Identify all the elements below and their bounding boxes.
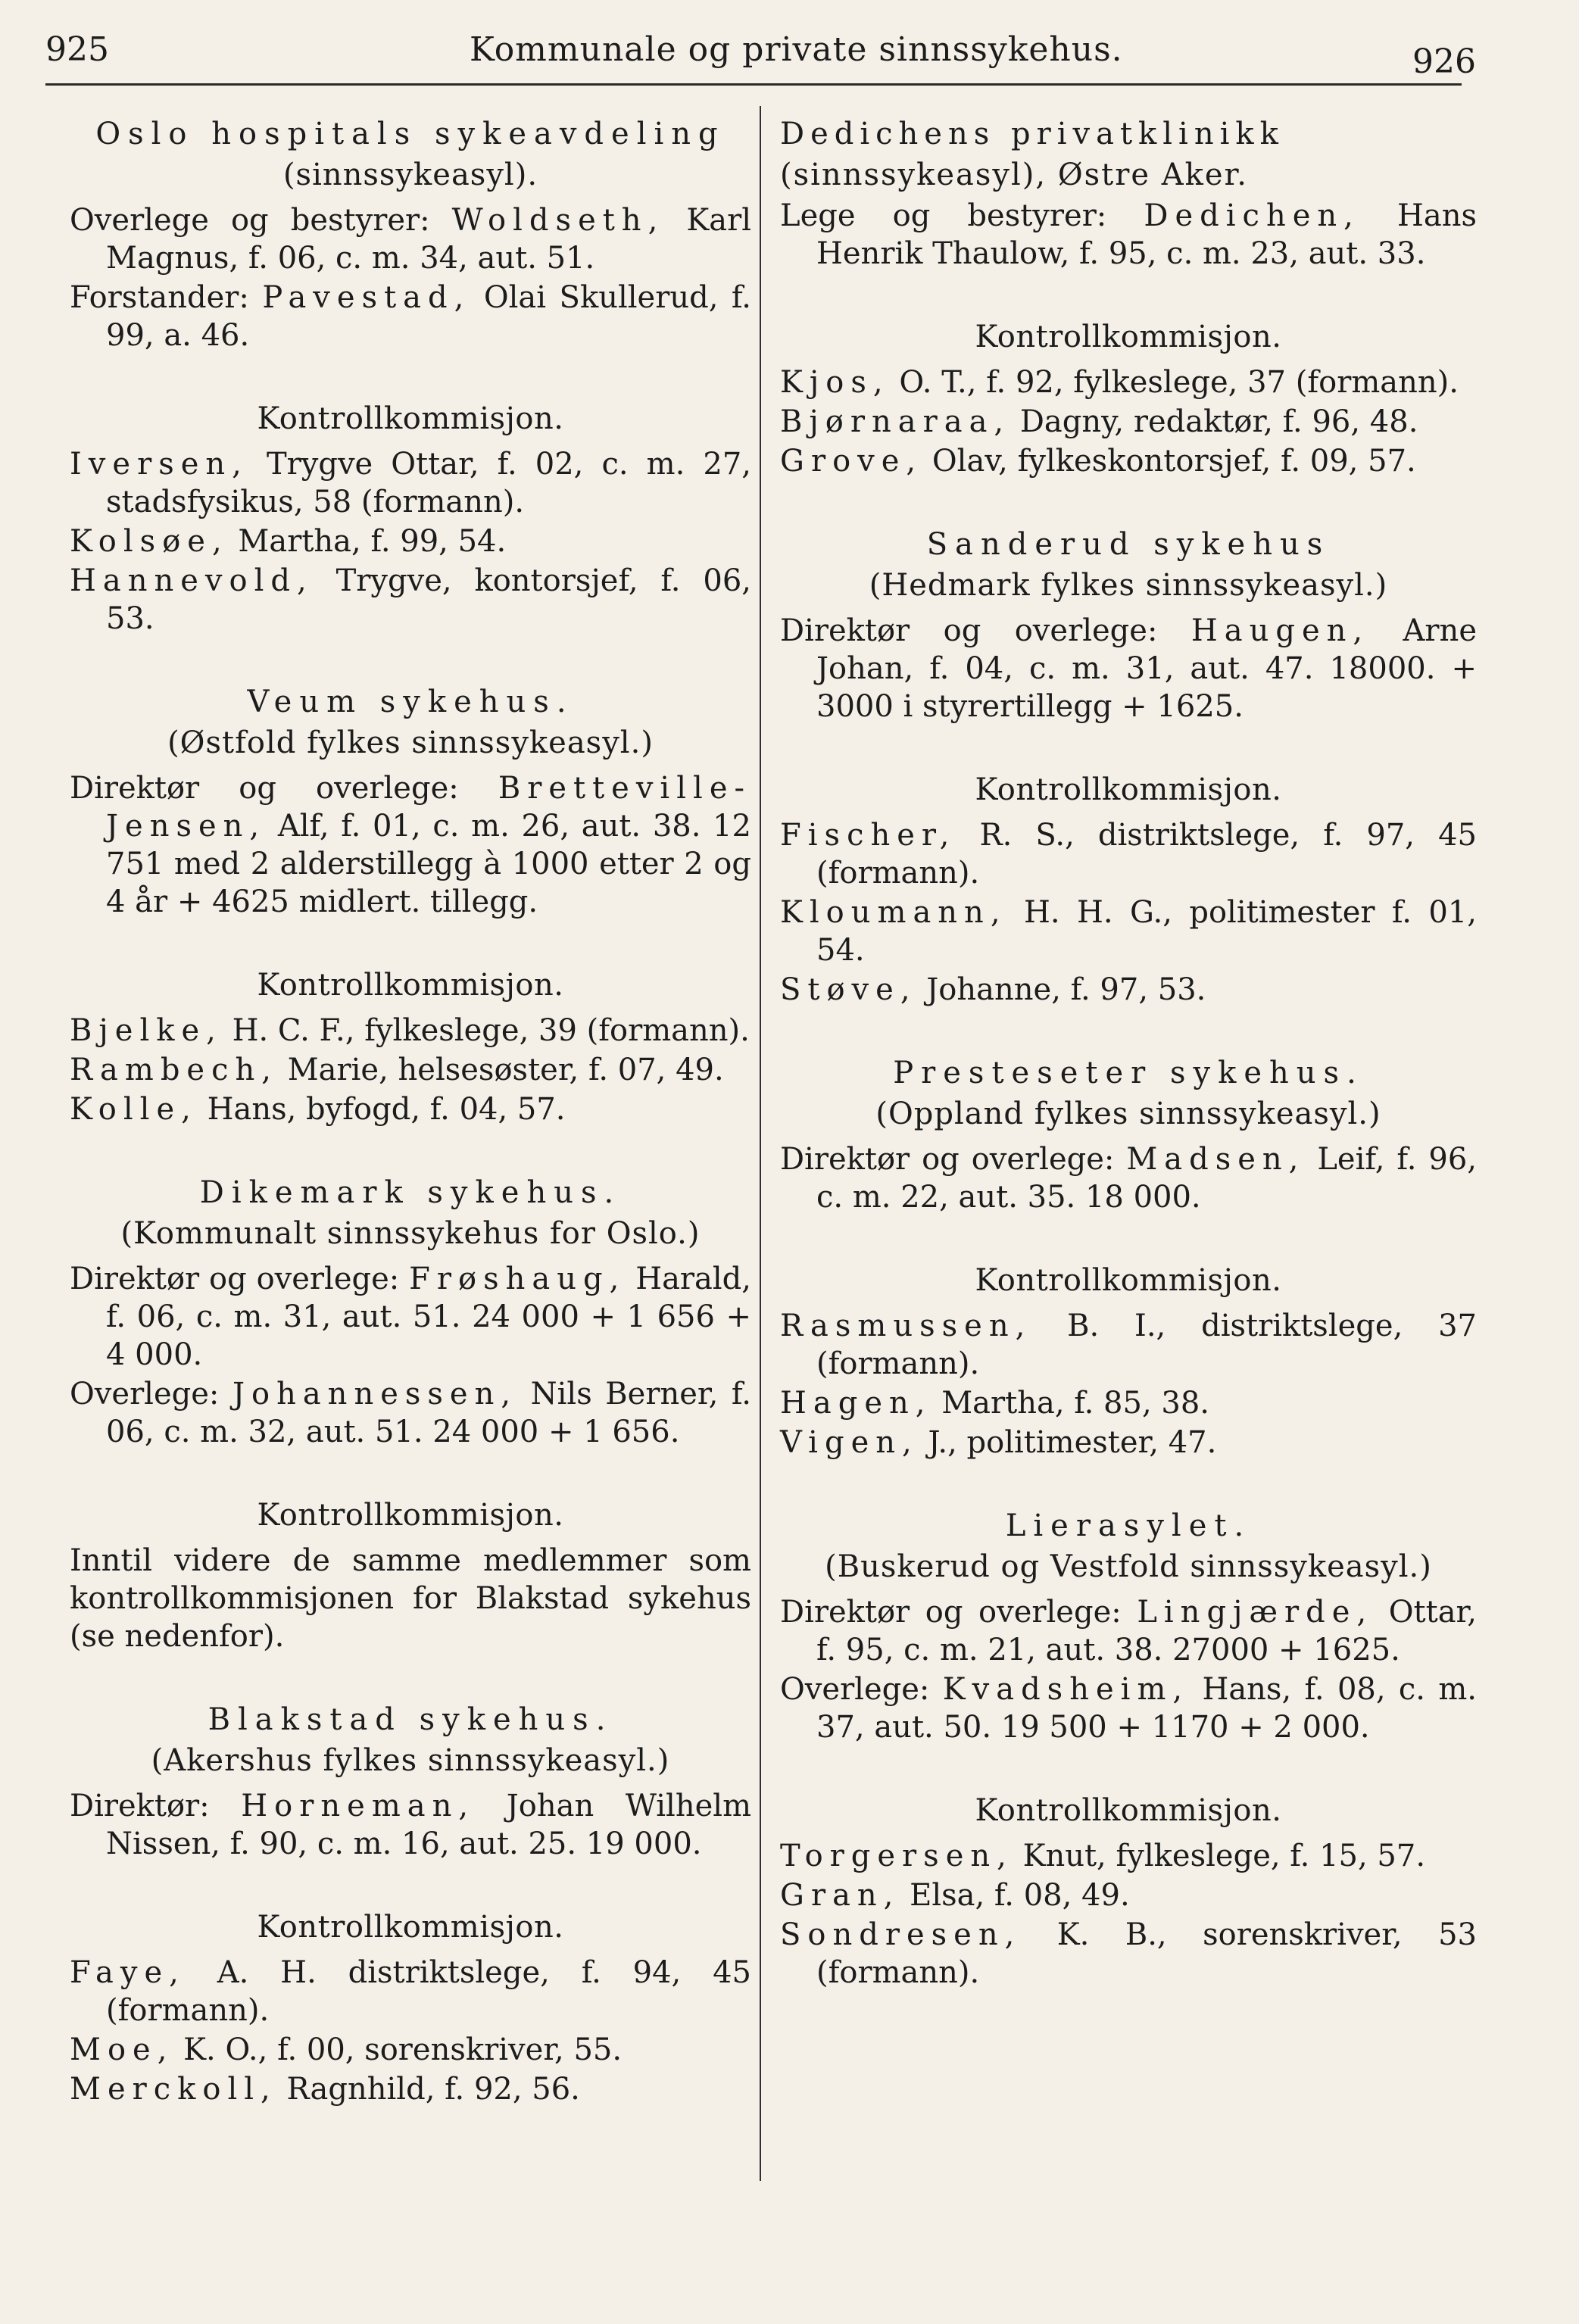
member-name: Grove, bbox=[780, 444, 923, 479]
person-details: Nils Berner, f. 06, c. m. 32, aut. 51. 24 000 + 1 656. bbox=[106, 1377, 751, 1449]
commission-member bbox=[70, 445, 751, 521]
member-details: O. T., f. 92, fylkeslege, 37 (formann). bbox=[899, 365, 1459, 400]
section-subtitle: (Oppland fylkes sinnssykeasyl.) bbox=[875, 1096, 1381, 1131]
section-oslo-hospital bbox=[70, 114, 751, 638]
member-details: H. C. F., fylkeslege, 39 (formann). bbox=[232, 1013, 750, 1048]
member-name: Kolsøe, bbox=[70, 524, 229, 559]
staff-entry bbox=[780, 612, 1477, 725]
member-name: Kjos, bbox=[780, 365, 890, 400]
role-label: Direktør og overlege: bbox=[780, 1595, 1122, 1630]
running-title: Kommunale og private sinnssykehus. bbox=[470, 30, 1123, 69]
role-label: Forstander: bbox=[70, 280, 249, 315]
member-name: Moe, bbox=[70, 2032, 174, 2067]
person-details: Harald, f. 06, c. m. 31, aut. 51. 24 000 + 1 656 + 4 000. bbox=[106, 1262, 751, 1372]
member-details: A. H. distriktslege, f. 94, 45 (formann). bbox=[106, 1955, 752, 2028]
page-number-left: 925 bbox=[45, 30, 109, 69]
member-details: R. S., distriktslege, f. 97, 45 (formann). bbox=[816, 818, 1477, 891]
member-name: Bjelke, bbox=[70, 1013, 223, 1048]
person-details: Ottar, f. 95, c. m. 21, aut. 38. 27000 + 1625. bbox=[816, 1595, 1477, 1667]
person-name: Woldseth, bbox=[451, 203, 665, 238]
section-subtitle: (Kommunalt sinnssykehus for Oslo.) bbox=[120, 1216, 701, 1251]
role-label: Direktør og overlege: bbox=[780, 613, 1158, 648]
commission-member bbox=[70, 1051, 751, 1089]
member-details: K. O., f. 00, sorenskriver, 55. bbox=[183, 2032, 623, 2067]
page-header bbox=[0, 0, 1579, 91]
member-name: Iversen, bbox=[70, 447, 248, 482]
person-details: Arne Johan, f. 04, c. m. 31, aut. 47. 18000. + 3000 i styrertillegg + 1625. bbox=[816, 613, 1477, 724]
person-name: Haugen, bbox=[1190, 613, 1370, 648]
member-details: Martha, f. 99, 54. bbox=[238, 524, 507, 559]
member-name: Kloumann, bbox=[780, 895, 1007, 930]
section-presteseter bbox=[780, 1053, 1477, 1461]
member-name: Kolle, bbox=[70, 1092, 198, 1127]
section-subtitle: (Østfold fylkes sinnssykeasyl.) bbox=[167, 725, 654, 760]
member-details: Marie, helsesøster, f. 07, 49. bbox=[287, 1053, 724, 1087]
section-title: Presteseter sykehus. bbox=[893, 1056, 1364, 1090]
member-name: Gran, bbox=[780, 1878, 900, 1913]
section-title: Lierasylet. bbox=[1005, 1508, 1252, 1543]
role-label: Overlege: bbox=[780, 1672, 930, 1707]
person-name: Johannessen, bbox=[232, 1377, 518, 1412]
section-subtitle: (Hedmark fylkes sinnssykeasyl.) bbox=[869, 568, 1388, 603]
commission-heading: Kontrollkommisjon. bbox=[257, 1910, 564, 1945]
member-details: Knut, fylkeslege, f. 15, 57. bbox=[1022, 1839, 1426, 1873]
member-details: K. B., sorenskriver, 53 (formann). bbox=[816, 1917, 1477, 1990]
page-number-right: 926 bbox=[1412, 42, 1476, 81]
person-name: Pavestad, bbox=[262, 280, 471, 315]
role-label: Lege og bestyrer: bbox=[780, 198, 1107, 233]
role-label: Overlege: bbox=[70, 1377, 220, 1412]
staff-entry bbox=[70, 1787, 751, 1863]
member-details: Olav, fylkeskontorsjef, f. 09, 57. bbox=[931, 444, 1416, 479]
member-details: Johanne, f. 97, 53. bbox=[926, 972, 1206, 1007]
member-name: Sondresen, bbox=[780, 1917, 1022, 1952]
section-title: Sanderud sykehus bbox=[926, 527, 1331, 562]
person-details: Hans, f. 08, c. m. 37, aut. 50. 19 500 + 1170 + 2 000. bbox=[816, 1672, 1477, 1745]
staff-entry bbox=[780, 1670, 1477, 1746]
member-name: Fischer, bbox=[780, 818, 956, 853]
commission-member bbox=[70, 1090, 751, 1128]
commission-member bbox=[70, 2031, 751, 2069]
person-name: Frøshaug, bbox=[409, 1262, 626, 1296]
commission-member bbox=[780, 1837, 1477, 1875]
staff-entry bbox=[780, 1140, 1477, 1216]
member-name: Torgersen, bbox=[780, 1839, 1013, 1873]
person-name: Lingjærde, bbox=[1137, 1595, 1374, 1630]
member-details: Hans, byfogd, f. 04, 57. bbox=[207, 1092, 566, 1127]
commission-member bbox=[780, 1916, 1477, 1992]
commission-heading: Kontrollkommisjon. bbox=[975, 1793, 1282, 1828]
member-details: B. I., distriktslege, 37 (formann). bbox=[816, 1309, 1477, 1381]
commission-member bbox=[780, 971, 1477, 1009]
commission-member bbox=[780, 1424, 1477, 1461]
role-label: Direktør og overlege: bbox=[780, 1142, 1115, 1177]
commission-member bbox=[780, 403, 1477, 441]
role-label: Overlege og bestyrer: bbox=[70, 203, 430, 238]
person-details: Karl Magnus, f. 06, c. m. 34, aut. 51. bbox=[106, 203, 752, 276]
section-title: Veum sykehus. bbox=[247, 685, 574, 719]
commission-heading: Kontrollkommisjon. bbox=[975, 1263, 1282, 1298]
commission-heading: Kontrollkommisjon. bbox=[257, 968, 564, 1003]
section-lierasylet bbox=[780, 1505, 1477, 1992]
section-title: Oslo hospitals sykeavdeling bbox=[95, 117, 726, 151]
right-column bbox=[780, 114, 1477, 2035]
person-name: Dedichen, bbox=[1144, 198, 1360, 233]
commission-heading: Kontrollkommisjon. bbox=[257, 1498, 564, 1533]
commission-member bbox=[780, 1384, 1477, 1422]
left-column bbox=[70, 114, 751, 2152]
section-title-part: (sinnssykeasyl), Østre Aker. bbox=[780, 158, 1248, 192]
member-name: Vigen, bbox=[780, 1425, 919, 1460]
column-separator bbox=[760, 106, 761, 2181]
role-label: Direktør og overlege: bbox=[70, 771, 459, 806]
section-title bbox=[780, 114, 1477, 195]
member-details: Martha, f. 85, 38. bbox=[941, 1386, 1209, 1421]
commission-heading: Kontrollkommisjon. bbox=[975, 320, 1282, 354]
member-name: Faye, bbox=[70, 1955, 186, 1990]
section-title: Dikemark sykehus. bbox=[199, 1175, 622, 1210]
section-veum bbox=[70, 682, 751, 1128]
section-subtitle: (Akershus fylkes sinnssykeasyl.) bbox=[151, 1743, 670, 1778]
commission-member bbox=[780, 442, 1477, 480]
role-label: Direktør og overlege: bbox=[70, 1262, 400, 1296]
member-details: H. H. G., politimester f. 01, 54. bbox=[816, 895, 1478, 968]
member-details: J., politimester, 47. bbox=[928, 1425, 1217, 1460]
commission-member bbox=[70, 2070, 751, 2108]
staff-entry bbox=[70, 279, 751, 354]
member-name: Støve, bbox=[780, 972, 917, 1007]
member-details: Dagny, redaktør, f. 96, 48. bbox=[1019, 404, 1418, 439]
member-name: Hannevold, bbox=[70, 563, 314, 598]
member-name: Hagen, bbox=[780, 1386, 932, 1421]
commission-member bbox=[70, 1012, 751, 1050]
section-blakstad bbox=[70, 1699, 751, 2108]
member-name: Rasmussen, bbox=[780, 1309, 1032, 1343]
section-dedichen bbox=[780, 114, 1477, 480]
staff-entry bbox=[70, 1260, 751, 1374]
person-name: Bretteville-Jensen, bbox=[106, 771, 751, 844]
commission-member bbox=[70, 523, 751, 560]
commission-note: Inntil videre de samme medlemmer som kontrollkommisjonen for Blakstad sykehus (se nedenfor). bbox=[70, 1543, 751, 1654]
person-name: Horneman, bbox=[241, 1789, 476, 1823]
commission-member bbox=[780, 363, 1477, 401]
section-dikemark bbox=[70, 1172, 751, 1655]
person-name: Madsen, bbox=[1126, 1142, 1306, 1177]
person-details: Leif, f. 96, c. m. 22, aut. 35. 18 000. bbox=[816, 1142, 1477, 1215]
member-name: Merckoll, bbox=[70, 2072, 277, 2107]
header-rule bbox=[45, 83, 1462, 86]
section-sanderud bbox=[780, 524, 1477, 1009]
commission-member bbox=[780, 816, 1477, 892]
staff-entry bbox=[70, 769, 751, 921]
member-name: Rambech, bbox=[70, 1053, 278, 1087]
member-details: Ragnhild, f. 92, 56. bbox=[286, 2072, 580, 2107]
section-subtitle: (sinnssykeasyl). bbox=[282, 158, 538, 192]
staff-entry bbox=[780, 197, 1477, 273]
person-details: Johan Wilhelm Nissen, f. 90, c. m. 16, aut. 25. 19 000. bbox=[106, 1789, 751, 1861]
person-name: Kvadsheim, bbox=[942, 1672, 1190, 1707]
person-details: Alf, f. 01, c. m. 26, aut. 38. 12 751 med 2 alderstillegg à 1000 etter 2 og 4 år + 4625 midlert. tillegg. bbox=[106, 809, 752, 919]
commission-member bbox=[780, 894, 1477, 969]
member-name: Bjørnaraa, bbox=[780, 404, 1011, 439]
person-details: Hans Henrik Thaulow, f. 95, c. m. 23, aut. 33. bbox=[816, 198, 1477, 271]
commission-heading: Kontrollkommisjon. bbox=[257, 401, 564, 436]
commission-member bbox=[70, 1954, 751, 2029]
commission-heading: Kontrollkommisjon. bbox=[975, 772, 1282, 807]
section-title-part: Dedichens privatklinikk bbox=[780, 117, 1284, 151]
member-details: Elsa, f. 08, 49. bbox=[910, 1878, 1130, 1913]
staff-entry bbox=[70, 1375, 751, 1451]
person-details: Olai Skullerud, f. 99, a. 46. bbox=[106, 280, 751, 353]
section-subtitle: (Buskerud og Vestfold sinnssykeasyl.) bbox=[825, 1549, 1432, 1584]
section-title: Blakstad sykehus. bbox=[208, 1702, 613, 1737]
staff-entry bbox=[780, 1593, 1477, 1669]
commission-member bbox=[70, 562, 751, 638]
staff-entry bbox=[70, 201, 751, 277]
member-details: Trygve, kontorsjef, f. 06, 53. bbox=[106, 563, 751, 636]
member-details: Trygve Ottar, f. 02, c. m. 27, stadsfysikus, 58 (formann). bbox=[106, 447, 751, 519]
role-label: Direktør: bbox=[70, 1789, 210, 1823]
commission-member bbox=[780, 1307, 1477, 1383]
commission-member bbox=[780, 1876, 1477, 1914]
